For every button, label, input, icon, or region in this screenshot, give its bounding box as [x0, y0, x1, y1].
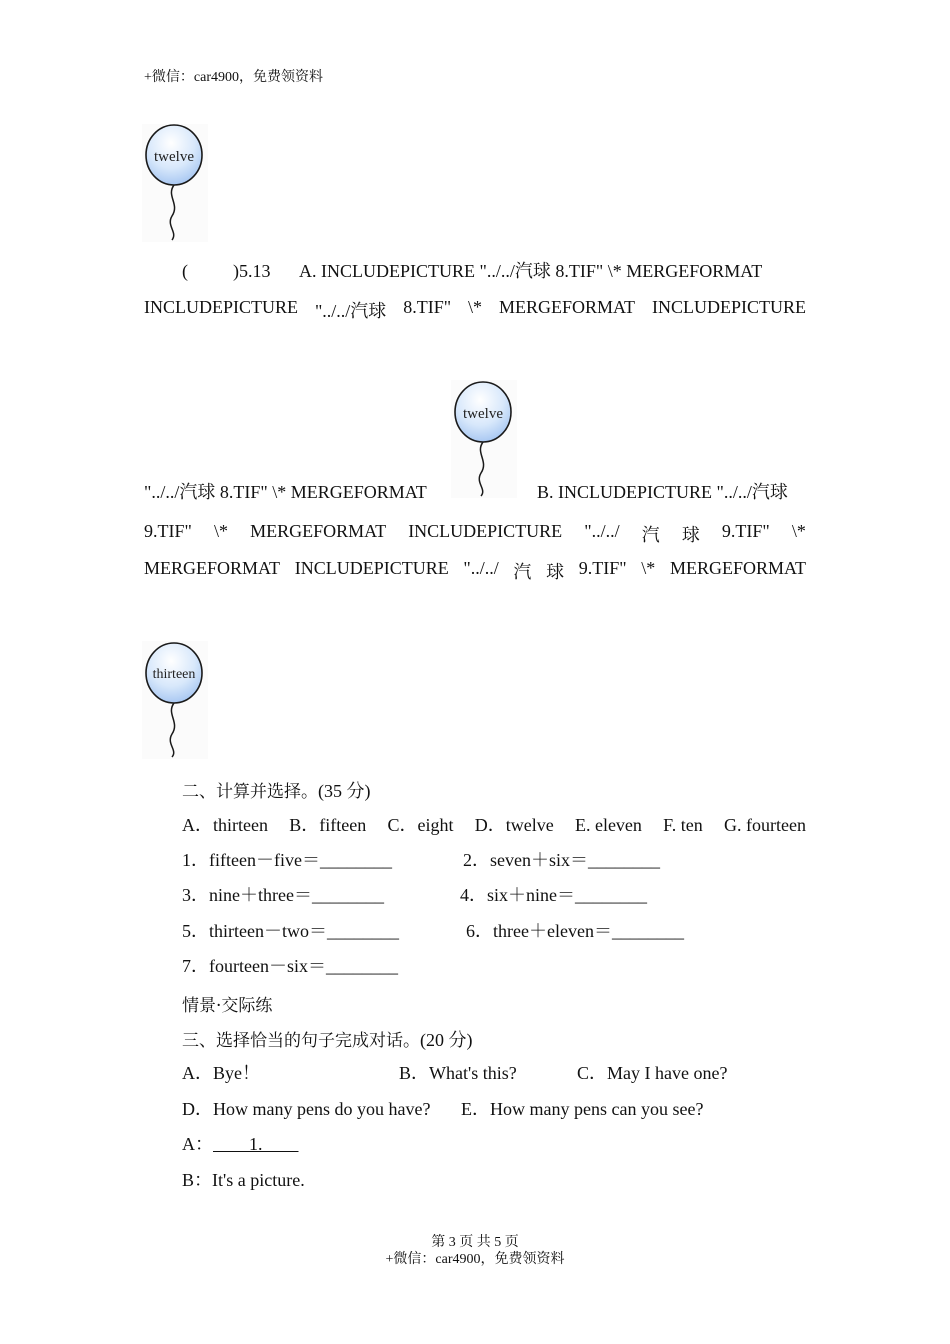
section-2-title: 二、计算并选择。 [182, 782, 318, 802]
answer-blank [213, 1134, 299, 1154]
word: 球 [681, 525, 700, 545]
option: B．fifteen [289, 815, 367, 835]
word: MERGEFORMAT [498, 297, 636, 317]
word: 9.TIF" [721, 521, 770, 541]
section-2-heading [182, 777, 371, 802]
section-2-score: (35 分) [318, 781, 371, 801]
word: \* [791, 521, 806, 541]
section-3-title: 三、选择恰当的句子完成对话。 [182, 1031, 420, 1051]
q5-line-2 [144, 297, 806, 323]
word: 9.TIF" [144, 521, 192, 541]
speaker-label: A： [182, 1134, 213, 1154]
dialog-option-b: B．What's this? [399, 1063, 517, 1083]
dialog-option-a: A．Bye！ [182, 1063, 260, 1083]
subheading: 情景·交际练 [182, 996, 273, 1016]
word: INCLUDEPICTURE [651, 297, 806, 317]
option: C．eight [387, 815, 454, 835]
balloon-label: thirteen [152, 667, 196, 682]
word: "../../汽球 [314, 301, 387, 321]
balloon-image [142, 124, 208, 242]
question-paren-open: ( [182, 261, 188, 281]
section-3-heading [182, 1026, 473, 1051]
dialog-line-b: B：It's a picture. [182, 1170, 305, 1190]
calc-item-6: 6．three＋eleven＝________ [466, 921, 684, 941]
word: MERGEFORMAT [250, 521, 387, 541]
word: 9.TIF" [578, 558, 627, 578]
balloon-image [142, 641, 208, 759]
section-3-score: (20 分) [420, 1030, 473, 1050]
word: MERGEFORMAT [669, 558, 806, 578]
word: MERGEFORMAT [144, 558, 281, 578]
q5-line-5 [144, 558, 806, 584]
question-number: )5.13 [233, 261, 271, 281]
option: F. ten [663, 815, 703, 835]
balloon-label: twelve [463, 406, 503, 422]
option: G. fourteen [723, 815, 806, 835]
word: \* [213, 521, 228, 541]
q5-line-3-left: "../../汽球 8.TIF" \* MERGEFORMAT [144, 482, 427, 502]
word: 8.TIF" [403, 297, 452, 317]
dialog-option-c: C．May I have one? [577, 1063, 728, 1083]
section-2-options [182, 814, 806, 836]
dialog-line-a [182, 1133, 299, 1155]
option-b-text: B. INCLUDEPICTURE "../../汽球 [537, 482, 788, 502]
word: 汽 [513, 562, 532, 582]
calc-item-5: 5．thirteen－two＝________ [182, 921, 399, 941]
option-a-text: A. INCLUDEPICTURE "../../汽球 8.TIF" \* MERGEFORMAT [299, 261, 763, 281]
dialog-option-e: E．How many pens can you see? [461, 1099, 704, 1119]
balloon-image [451, 380, 517, 498]
dialog-option-d: D．How many pens do you have? [182, 1099, 431, 1119]
calc-item-2: 2．seven＋six＝________ [463, 850, 660, 870]
word: \* [641, 558, 656, 578]
header-watermark: +微信：car4900，免费领资料 [144, 70, 323, 85]
word: "../../ [463, 558, 499, 578]
calc-item-4: 4．six＋nine＝________ [460, 885, 647, 905]
footer-watermark: +微信：car4900，免费领资料 [385, 1252, 565, 1267]
option: A．thirteen [182, 815, 268, 835]
option: D．twelve [474, 815, 554, 835]
word: 球 [546, 562, 565, 582]
q5-line-4 [144, 521, 806, 547]
page-number: 第 3 页 共 5 页 [431, 1235, 519, 1250]
calc-item-1: 1．fifteen－five＝________ [182, 850, 392, 870]
word: 汽 [641, 525, 660, 545]
word: INCLUDEPICTURE [408, 521, 563, 541]
balloon-label: twelve [154, 149, 194, 165]
word: \* [468, 297, 483, 317]
word: INCLUDEPICTURE [144, 297, 298, 317]
option: E. eleven [574, 815, 642, 835]
calc-item-7: 7．fourteen－six＝________ [182, 956, 398, 976]
word: INCLUDEPICTURE [294, 558, 449, 578]
word: "../../ [584, 521, 620, 541]
calc-item-3: 3．nine＋three＝________ [182, 885, 384, 905]
blank-number: 1. [249, 1134, 263, 1154]
